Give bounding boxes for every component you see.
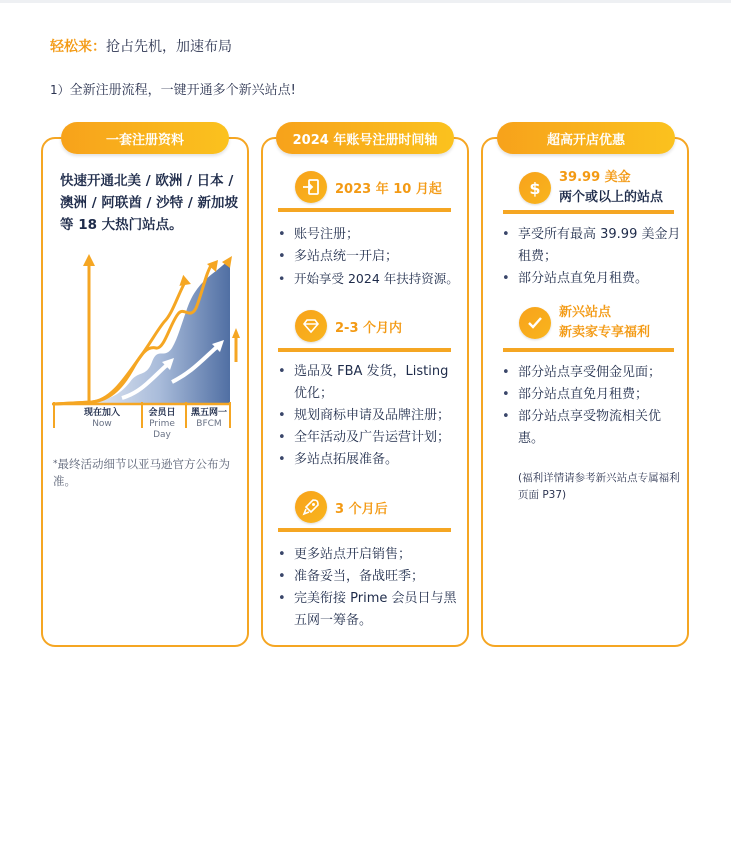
- timeline-now: 现在加入 Now: [83, 408, 120, 429]
- benefits-note: (福利详情请参考新兴站点专属福利页面 P37): [518, 472, 680, 501]
- list-item: • 部分站点直免月租费；: [502, 384, 684, 406]
- list-2-3-months: [278, 361, 458, 471]
- section-rule: [503, 348, 674, 352]
- price-title: 39.99 美金: [559, 170, 631, 185]
- list-item: • 部分站点直免月租费。: [502, 268, 682, 290]
- check-icon: [519, 307, 551, 339]
- footnote: *最终活动细节以亚马逊官方公布为准。: [53, 457, 230, 488]
- list-item: • 准备妥当，备战旺季；: [278, 566, 463, 588]
- list-item: • 部分站点享受佣金见面；: [502, 362, 684, 384]
- section-title: 2-3 个月内: [335, 320, 403, 336]
- headline-highlight: 轻松来：: [50, 39, 106, 55]
- list-2023-oct: [278, 224, 468, 290]
- list-item: • 账号注册；: [278, 224, 468, 246]
- list-item: • 规划商标申请及品牌注册；: [278, 405, 458, 427]
- list-item: • 多站点拓展准备。: [278, 449, 458, 471]
- section-subtitle: [50, 79, 296, 98]
- list-item: • 部分站点享受物流相关优惠。: [502, 406, 684, 450]
- new-sites-subtitle: 新卖家专享福利: [559, 325, 651, 340]
- rocket-icon: [295, 491, 327, 523]
- top-divider: [0, 0, 731, 3]
- growth-chart: [52, 252, 242, 452]
- section-rule: [278, 348, 451, 352]
- tab-registration: 一套注册资料: [61, 122, 229, 154]
- section-2-3-months: [295, 310, 402, 342]
- headline-text: 抢占先机，加速布局: [106, 39, 232, 55]
- list-item: • 选品及 FBA 发货，Listing 优化；: [278, 361, 458, 405]
- page-headline: [50, 36, 232, 56]
- new-sites-title: 新兴站点: [559, 305, 612, 320]
- list-item: • 享受所有最高 39.99 美金月租费；: [502, 224, 682, 268]
- list-item: • 全年活动及广告运营计划；: [278, 427, 458, 449]
- section-title: 2023 年 10 月起: [335, 181, 442, 197]
- tab-timeline: 2024 年账号注册时间轴: [276, 122, 454, 154]
- section-rule: [503, 210, 674, 214]
- timeline-bfcm: 黑五网一 BFCM: [190, 408, 227, 429]
- list-3-months: [278, 544, 463, 632]
- price-subtitle: 两个或以上的站点: [559, 190, 664, 205]
- section-rule: [278, 528, 451, 532]
- dollar-icon: $: [519, 172, 551, 204]
- section-3-months: [295, 491, 388, 523]
- list-new-sites: [502, 362, 684, 450]
- timeline-prime-day: 会员日 Prime Day: [148, 408, 176, 440]
- login-icon: [295, 171, 327, 203]
- list-item: • 更多站点开启销售；: [278, 544, 463, 566]
- subtitle-text: 全新注册流程，一键开通多个新兴站点!: [69, 83, 296, 98]
- section-2023-oct: [295, 171, 442, 203]
- tab-offers: 超高开店优惠: [497, 122, 675, 154]
- section-title: 3 个月后: [335, 501, 388, 517]
- section-new-sites: [519, 303, 650, 343]
- list-price: [502, 224, 682, 290]
- list-item: • 多站点统一开启；: [278, 246, 468, 268]
- section-price: [519, 168, 663, 208]
- section-rule: [278, 208, 451, 212]
- list-item: • 完美衔接 Prime 会员日与黑五网一筹备。: [278, 588, 463, 632]
- registration-intro: 快速开通北美 / 欧洲 / 日本 / 澳洲 / 阿联酋 / 沙特 / 新加坡等 18 大热门站点。: [60, 173, 238, 233]
- diamond-icon: [295, 310, 327, 342]
- subtitle-number: 1）: [50, 83, 70, 97]
- list-item: • 开始享受 2024 年扶持资源。: [278, 268, 468, 290]
